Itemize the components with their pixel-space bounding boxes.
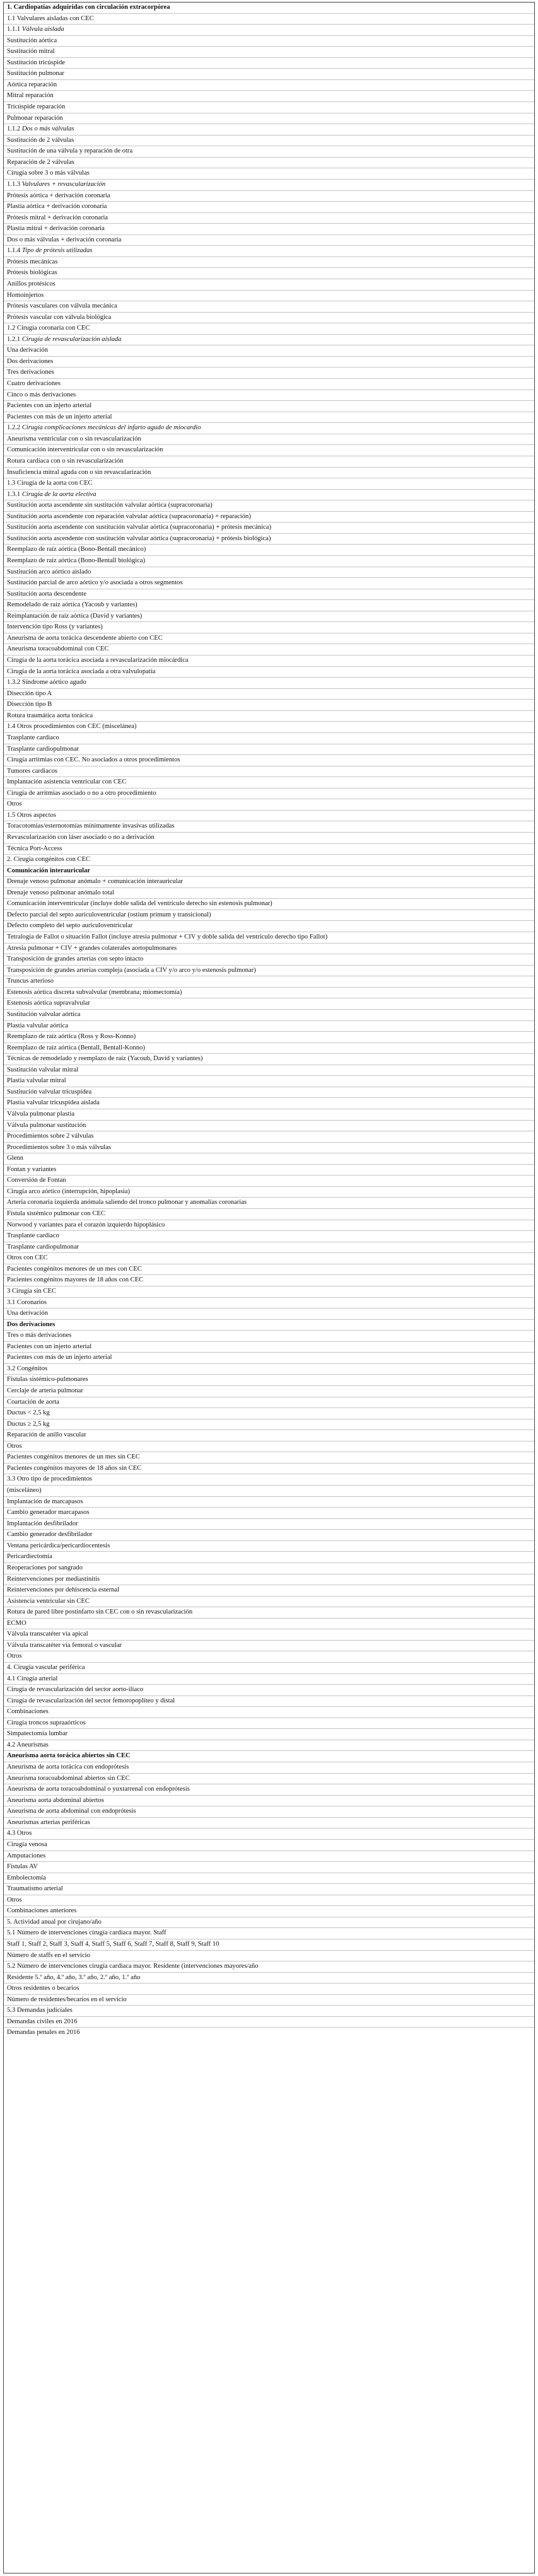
table-row: Glenn	[4, 1153, 534, 1165]
table-row: Válvula transcatéter vía femoral o vascular	[4, 1641, 534, 1652]
table-row: Sustitución pulmonar	[4, 69, 534, 80]
table-row: 1. Cardiopatías adquiridas con circulación extracorpórea	[4, 3, 534, 14]
table-row: Toracotomías/esternotomías mínimamente invasivas utilizadas	[4, 821, 534, 833]
table-row: Staff 1, Staff 2, Staff 3, Staff 4, Staff 5, Staff 6, Staff 7, Staff 8, Staff 9, Staff 10	[4, 1939, 534, 1951]
table-row: 1.1 Valvulares aisladas con CEC	[4, 14, 534, 25]
table-row: Pacientes congénitos mayores de 18 años con CEC	[4, 1275, 534, 1286]
table-row: Cerclaje de arteria pulmonar	[4, 1386, 534, 1397]
table-row: Transposición de grandes arterias compleja (asociada a CIV y/o arco y/o estenosis pulmonar)	[4, 966, 534, 977]
table-row: Combinaciones anteriores	[4, 1906, 534, 1917]
table-row: Pacientes con un injerto arterial	[4, 1342, 534, 1353]
table-row: Comunicación interventricular (incluye doble salida del ventrículo derecho sin estenosis pulmonar)	[4, 899, 534, 910]
table-row: Aneurisma toracoabdominal abiertos sin CEC	[4, 1774, 534, 1785]
table-row: Embolectomía	[4, 1873, 534, 1885]
table-row: Sustitución parcial de arco aórtico y/o asociada a otros segmentos	[4, 578, 534, 589]
table-row: Sustitución aorta descendente	[4, 589, 534, 601]
table-row: Pacientes con más de un injerto arterial	[4, 412, 534, 424]
table-row: Cirugía de la aorta torácica asociada a otra valvulopatía	[4, 667, 534, 678]
table-row: Mitral reparación	[4, 91, 534, 102]
table-row: Defecto parcial del septo auriculoventricular (ostium primum y transicional)	[4, 910, 534, 921]
table-row: Sustitución tricúspide	[4, 58, 534, 69]
table-row: Cirugía arritmias con CEC. No asociados a otros procedimientos	[4, 755, 534, 766]
table-row: Pericardiectomía	[4, 1552, 534, 1563]
table-row: Pacientes congénitos mayores de 18 años sin CEC	[4, 1464, 534, 1475]
table-row: 5.1 Número de intervenciones cirugía cardiaca mayor. Staff	[4, 1928, 534, 1939]
table-row: Válvula pulmonar plastia	[4, 1109, 534, 1121]
table-row: Rotura cardiaca con o sin revascularización	[4, 456, 534, 468]
table-row: Tres derivaciones	[4, 367, 534, 379]
table-row: Comunicación interventricular con o sin revascularización	[4, 445, 534, 456]
table-row: Traumatismo arterial	[4, 1884, 534, 1895]
table-row: Demandas civiles en 2016	[4, 2017, 534, 2028]
subsection-title: Dos o más válvulas	[21, 125, 74, 133]
table-row: Cirugía sobre 3 o más válvulas	[4, 168, 534, 180]
table-row: Atresia pulmonar + CIV + grandes colaterales aortopulmonares	[4, 944, 534, 955]
table-row: Estenosis aórtica supravalvular	[4, 998, 534, 1010]
table-row: Trasplante cardiopulmonar	[4, 1242, 534, 1254]
table-row: Sustitución aorta ascendente con sustitución valvular aórtica (supracoronaria) + prótesis mecánica)	[4, 523, 534, 534]
table-row: Prótesis vascular con válvula biológica	[4, 313, 534, 324]
table-row: Norwood y variantes para el corazón izquierdo hipoplásico	[4, 1220, 534, 1232]
table-row: Fístulas AV	[4, 1862, 534, 1873]
table-row: Sustitución arco aórtico aislado	[4, 567, 534, 579]
table-row: Remodelado de raíz aórtica (Yacoub y variantes)	[4, 600, 534, 611]
table-row: Rotura de pared libre postinfarto sin CEC con o sin revascularización	[4, 1607, 534, 1619]
subsection-title: Válvula aislada	[21, 26, 64, 33]
table-row: Cirugía de revascularización del sector aorto-ilíaco	[4, 1685, 534, 1696]
table-row: Homoinjertos	[4, 291, 534, 302]
table-row: Aneurisma aorta torácica abiertos sin CEC	[4, 1751, 534, 1762]
table-row: Truncus arterioso	[4, 976, 534, 988]
table-row: 1.5 Otros aspectos	[4, 811, 534, 822]
table-row: Transposición de grandes arterias con septo intacto	[4, 954, 534, 966]
table-row: Aneurisma de aorta torácica con endoprótesis	[4, 1762, 534, 1774]
table-row: Plastia valvular tricuspídea aislada	[4, 1098, 534, 1109]
table-row: Reemplazo de raíz aórtica (Bentall, Bentall-Konno)	[4, 1043, 534, 1054]
table-row: Implantación desfibrilador	[4, 1519, 534, 1530]
table-row: 1.4 Otros procedimientos con CEC (miscelánea)	[4, 722, 534, 733]
table-row: Prótesis mecánicas	[4, 257, 534, 269]
table-row: Residente 5.º año, 4.º año, 3.º año, 2.º año, 1.º año	[4, 1973, 534, 1984]
table-row: Dos o más válvulas + derivación coronaria	[4, 235, 534, 246]
table-row: Amputaciones	[4, 1851, 534, 1863]
table-row: Implantación asistencia ventricular con CEC	[4, 777, 534, 788]
table-row: Otros	[4, 799, 534, 811]
table-row: Sustitución mitral	[4, 47, 534, 58]
table-row: Cambio generador marcapasos	[4, 1508, 534, 1519]
table-row: Aneurisma aorta abdominal abiertos	[4, 1796, 534, 1807]
table-row: Reemplazo de raíz aórtica (Ross y Ross-Konno)	[4, 1032, 534, 1043]
table-row: Sustitución aórtica	[4, 36, 534, 47]
table-row: Plastia aórtica + derivación coronaria	[4, 202, 534, 213]
subsection-title: Valvulares + revascularización	[21, 180, 106, 188]
activity-table	[3, 2, 535, 2573]
table-row: Prótesis biológicas	[4, 268, 534, 279]
table-row: Otros con CEC	[4, 1253, 534, 1264]
table-row: Sustitución de 2 válvulas	[4, 136, 534, 147]
table-row: (misceláneo)	[4, 1486, 534, 1497]
table-row: Sustitución valvular aórtica	[4, 1010, 534, 1021]
table-row: 4. Cirugía vascular periférica	[4, 1663, 534, 1674]
table-row: Plastia valvular aórtica	[4, 1021, 534, 1032]
table-row: Tetralogía de Fallot o situación Fallot (incluye atresia pulmonar + CIV y doble salida del ventrículo derecho tipo Fallot)	[4, 932, 534, 944]
subsection-title: Cirugía de la aorta electiva	[21, 490, 96, 498]
table-row: Reimplantación de raíz aórtica (David y variantes)	[4, 611, 534, 623]
table-row: Reemplazo de raíz aórtica (Bono-Bentall mecánico)	[4, 545, 534, 556]
table-row: Prótesis aórtica + derivación coronaria	[4, 191, 534, 202]
table-row: 5. Actividad anual por cirujano/año	[4, 1917, 534, 1929]
table-row: Una derivación	[4, 1308, 534, 1320]
table-row: Implantación de marcapasos	[4, 1497, 534, 1508]
table-row: Ductus ≥ 2,5 kg	[4, 1419, 534, 1431]
table-row: ECMO	[4, 1619, 534, 1630]
table-row: Cirugía arco aórtico (interrupción, hipoplasia)	[4, 1187, 534, 1198]
table-row: Demandas penales en 2016	[7, 2029, 80, 2036]
table-row: Aneurisma de aorta toracoabdominal o yuxtarrenal con endoprótesis	[4, 1784, 534, 1796]
table-row: 1.1.1 Válvula aislada	[4, 25, 534, 36]
table-row: 4.3 Otros	[4, 1828, 534, 1840]
table-row: 1.3.2 Síndrome aórtico agudo	[4, 678, 534, 689]
table-row: Disección tipo B	[4, 700, 534, 711]
table-row: Reintervenciones por dehiscencia esternal	[4, 1585, 534, 1597]
table-row: Procedimientos sobre 3 o más válvulas	[4, 1143, 534, 1154]
table-row: 1.2.1 Cirugía de revascularización aislada	[4, 335, 534, 346]
table-row: 5.2 Número de intervenciones cirugía cardiaca mayor. Residente (intervenciones mayores/año	[4, 1961, 534, 1973]
table-row: Arteria coronaria izquierda anómala saliendo del tronco pulmonar y anomalías coronarias	[4, 1198, 534, 1209]
table-row: 3.1 Coronarios	[4, 1298, 534, 1309]
table-row: Reparación de 2 válvulas	[4, 158, 534, 169]
table-row: Aórtica reparación	[4, 80, 534, 91]
table-row: Sustitución aorta ascendente con reparación valvular aórtica (supracoronaria) + reparación)	[4, 512, 534, 523]
table-row: Procedimientos sobre 2 válvulas	[4, 1131, 534, 1143]
table-row: Aneurismas arterias periféricas	[4, 1818, 534, 1829]
table-row: Pacientes congénitos menores de un mes sin CEC	[4, 1452, 534, 1464]
table-row: Insuficiencia mitral aguda con o sin revascularización	[4, 468, 534, 479]
table-row: Ductus < 2,5 kg	[4, 1408, 534, 1419]
table-row: 1.1.2 Dos o más válvulas	[4, 124, 534, 136]
table-row: 4.2 Aneurismas	[4, 1740, 534, 1752]
table-row: Pacientes congénitos menores de un mes con CEC	[4, 1264, 534, 1276]
table-row: Sustitución valvular tricuspídea	[4, 1087, 534, 1099]
table-row: Comunicación interauricular	[4, 866, 534, 877]
table-row: Cuatro derivaciones	[4, 379, 534, 390]
table-row: Intervención tipo Ross (y variantes)	[4, 622, 534, 633]
table-row: Tres o más derivaciones	[4, 1331, 534, 1342]
table-row: Otros	[4, 1651, 534, 1663]
table-row: Aneurisma toracoabdominal con CEC	[4, 644, 534, 656]
table-row: Anillos protésicos	[4, 279, 534, 291]
table-row: Prótesis mitral + derivación coronaria	[4, 213, 534, 224]
table-row: Cambio generador desfibrilador	[4, 1530, 534, 1541]
table-row: Pacientes con más de un injerto arterial	[4, 1353, 534, 1364]
table-row: Combinaciones	[4, 1707, 534, 1718]
table-row: 3 Cirugía sin CEC	[4, 1286, 534, 1298]
table-row: 2. Cirugía congénitos con CEC	[4, 855, 534, 866]
table-row: Cirugía venosa	[4, 1840, 534, 1851]
table-row: Cirugía de arritmias asociado o no a otro procedimiento	[4, 788, 534, 800]
table-row: Una derivación	[4, 345, 534, 357]
table-row: 3.3 Otro tipo de procedimientos	[4, 1474, 534, 1486]
table-row: Conversión de Fontan	[4, 1175, 534, 1187]
table-row: Coartación de aorta	[4, 1397, 534, 1409]
table-row: Número de residentes/becarios en el servicio	[4, 1995, 534, 2006]
table-row: Prótesis vasculares con válvula mecánica	[4, 301, 534, 313]
table-row: Tricúspide reparación	[4, 102, 534, 113]
table-row: Trasplante cardiaco	[4, 733, 534, 744]
table-row: Cirugía de la aorta torácica asociada a revascularización miocárdica	[4, 656, 534, 667]
table-row: 3.2 Congénitos	[4, 1364, 534, 1375]
table-row: Drenaje venoso pulmonar anómalo + comunicación interauricular	[4, 877, 534, 888]
table-row: 1.2.2 Cirugía complicaciones mecánicas del infarto agudo de miocardio	[4, 423, 534, 434]
table-row: Tumores cardiacos	[4, 766, 534, 778]
table-row: Trasplante cardiopulmonar	[4, 744, 534, 756]
table-row: Válvula transcatéter vía apical	[4, 1629, 534, 1641]
table-row: Asistencia ventricular sin CEC	[4, 1597, 534, 1608]
table-row: Disección tipo A	[4, 689, 534, 700]
table-row: Otros	[4, 1441, 534, 1453]
table-row: Reintervenciones por mediastinitis	[4, 1574, 534, 1586]
table-row: Plastia mitral + derivación coronaria	[4, 224, 534, 235]
table-row: Aneurisma de aorta torácica descendente abierto con CEC	[4, 633, 534, 645]
table-row: Pacientes con un injerto arterial	[4, 401, 534, 412]
table-row: Cirugía troncos supraaórticos	[4, 1718, 534, 1730]
subsection-title: Cirugía de revascularización aislada	[21, 335, 122, 343]
table-row: Reemplazo de raíz aórtica (Bono-Bentall biológica)	[4, 556, 534, 567]
table-row: 1.1.4 Tipo de prótesis utilizadas	[4, 246, 534, 257]
table-row: Reoperaciones por sangrado	[4, 1563, 534, 1574]
subsection-title: Tipo de prótesis utilizadas	[21, 247, 93, 255]
table-row: 1.3.1 Cirugía de la aorta electiva	[4, 490, 534, 501]
table-row: Rotura traumática aorta torácica	[4, 711, 534, 722]
table-row: Ventana pericárdica/pericardiocentesis	[4, 1541, 534, 1552]
table-row: Otros	[4, 1895, 534, 1907]
table-row: Pulmonar reparación	[4, 113, 534, 125]
table-row: 4.1 Cirugía arterial	[4, 1674, 534, 1685]
table-row: Aneurisma de aorta abdominal con endoprótesis	[4, 1806, 534, 1818]
subsection-title: Cirugía complicaciones mecánicas del infarto agudo de miocardio	[21, 424, 201, 432]
table-row: Aneurisma ventricular con o sin revascularización	[4, 434, 534, 446]
table-row: 1.1.3 Valvulares + revascularización	[4, 180, 534, 191]
table-row: Técnica Port-Access	[4, 844, 534, 855]
table-row: Sustitución aorta ascendente con sustitución valvular aórtica (supracoronaria) + prótesis biológica)	[4, 534, 534, 545]
table-row: Sustitución valvular mitral	[4, 1065, 534, 1077]
table-row: Técnicas de remodelado y reemplazo de raíz (Yacoub, David y variantes)	[4, 1054, 534, 1065]
table-row: Dos derivaciones	[4, 357, 534, 368]
table-row: Fontan y variantes	[4, 1165, 534, 1176]
table-row: Simpatectomía lumbar	[4, 1729, 534, 1740]
table-row: Drenaje venoso pulmonar anómalo total	[4, 888, 534, 899]
table-row: 5.3 Demandas judiciales	[4, 2006, 534, 2017]
table-row: Cinco o más derivaciones	[4, 390, 534, 401]
table-row: Cirugía de revascularización del sector femoropoplíteo y distal	[4, 1696, 534, 1707]
table-row: Estenosis aórtica discreta subvalvular (membrana; miomectomía)	[4, 988, 534, 999]
table-row: Sustitución de una válvula y reparación de otra	[4, 146, 534, 158]
table-row: Otros residentes o becarios	[4, 1984, 534, 1995]
table-row: Defecto completo del septo auriculoventricular	[4, 921, 534, 932]
table-row: Número de staffs en el servicio	[4, 1951, 534, 1962]
table-row: Revascularización con láser asociado o no a derivación	[4, 833, 534, 844]
table-row: Fístulas sistémico-pulmonares	[4, 1375, 534, 1386]
table-row: Fístula sistémico pulmonar con CEC	[4, 1209, 534, 1220]
table-row: Dos derivaciones	[4, 1320, 534, 1331]
table-row: 1.2 Cirugía coronaria con CEC	[4, 323, 534, 335]
table-row: Válvula pulmonar sustitución	[4, 1121, 534, 1132]
table-row: Trasplante cardiaco	[4, 1231, 534, 1242]
table-row: Plastia valvular mitral	[4, 1076, 534, 1087]
table-row: 1.3 Cirugía de la aorta con CEC	[4, 478, 534, 490]
table-row: Reparación de anillo vascular	[4, 1430, 534, 1441]
table-row: Sustitución aorta ascendente sin sustitución valvular aórtica (supracoronaria)	[4, 500, 534, 512]
